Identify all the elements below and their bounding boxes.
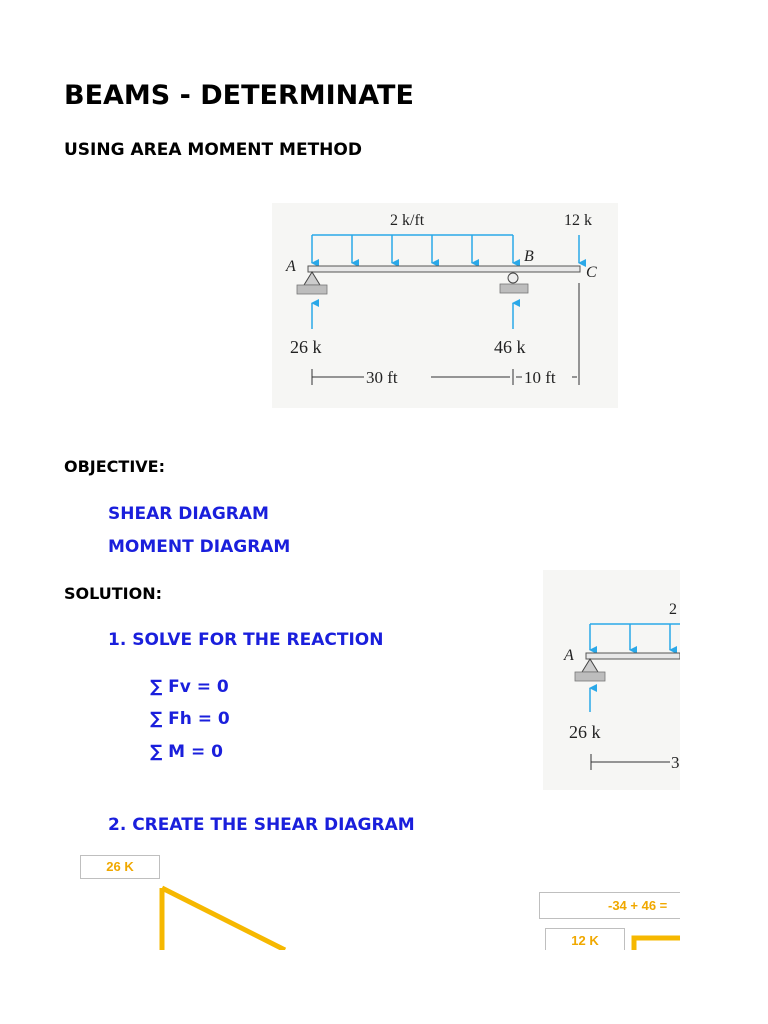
label-a: A	[286, 258, 296, 275]
equation-sum-fv: ∑ Fv = 0	[150, 677, 229, 697]
objective-shear-diagram: SHEAR DIAGRAM	[108, 504, 269, 524]
beam-figure-small-svg	[543, 570, 680, 790]
shear-diagram-start	[150, 880, 290, 950]
beam	[308, 266, 580, 272]
page-title: BEAMS - DETERMINATE	[64, 80, 414, 111]
shear-start-value-box: 26 K	[80, 855, 160, 879]
span-ab-label: 30 ft	[366, 368, 398, 387]
objective-moment-diagram: MOMENT DIAGRAM	[108, 537, 291, 557]
equation-sum-fh: ∑ Fh = 0	[150, 709, 230, 729]
point-load-label: 12 k	[564, 212, 592, 229]
load-label: 2 k/ft	[390, 212, 425, 229]
small-label-a: A	[564, 647, 574, 664]
small-load-label: 2	[669, 601, 677, 618]
label-c: C	[586, 264, 597, 281]
reaction-b-label: 46 k	[494, 337, 526, 357]
small-reaction-a-label: 26 k	[569, 722, 601, 742]
beam-figure-small	[543, 570, 680, 790]
solution-heading: SOLUTION:	[64, 584, 162, 603]
pin-support-a	[297, 272, 327, 294]
beam-figure	[272, 203, 618, 408]
small-distributed-load	[590, 624, 680, 650]
shear-point-value-box: 12 K	[545, 928, 625, 950]
page-subtitle: USING AREA MOMENT METHOD	[64, 140, 362, 160]
reaction-a-label: 26 k	[290, 337, 322, 357]
span-bc-label: 10 ft	[524, 368, 556, 387]
small-beam	[586, 653, 680, 659]
roller-support-b	[500, 273, 528, 293]
label-b: B	[524, 248, 534, 265]
small-pin-support-a	[575, 659, 605, 681]
step-2-heading: 2. CREATE THE SHEAR DIAGRAM	[108, 815, 415, 835]
shear-diagram-end	[630, 932, 680, 950]
shear-slope-line	[162, 888, 285, 950]
step-1-heading: 1. SOLVE FOR THE REACTION	[108, 630, 384, 650]
small-dimension-line	[591, 754, 670, 770]
equation-sum-m: ∑ M = 0	[150, 742, 223, 762]
objective-heading: OBJECTIVE:	[64, 457, 165, 476]
shear-calc-box: -34 + 46 =	[539, 892, 680, 919]
distributed-load	[312, 235, 513, 263]
small-span-label: 3	[671, 753, 680, 772]
beam-figure-svg	[272, 203, 618, 408]
